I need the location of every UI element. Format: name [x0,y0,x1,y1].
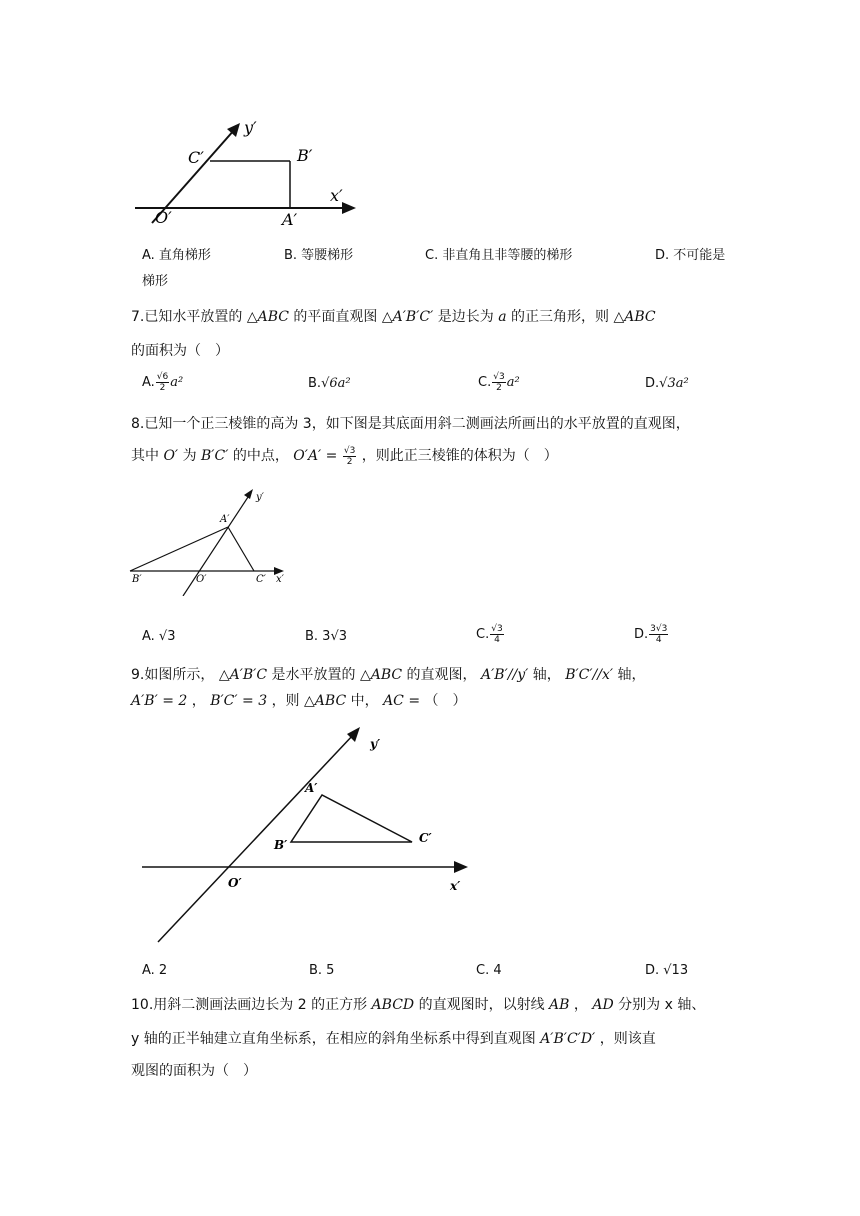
fig3-label-o: O′ [228,876,242,890]
fig1-label-c: C′ [188,148,204,167]
q7-option-b: B.√6a² [308,376,351,391]
fig1-label-x: x′ [330,186,343,205]
q9-line2: A′B′ = 2 ， B′C′ = 3 ，则 △ABC 中， AC = （ ） [131,693,467,709]
q7-option-a: A. $\frac{√6}{2}$ a² [142,372,184,393]
fig2-label-o: O′ [196,574,207,585]
fig3-label-y: y′ [370,737,381,751]
fig3-label-x: x′ [450,879,461,893]
q9-option-a: A. 2 [142,963,168,978]
q7-option-d: D.√3a² [645,376,689,391]
q7-line2: 的面积为（ ） [131,343,229,359]
q6-option-c: C. 非直角且非等腰的梯形 [425,248,573,263]
fig2-label-x: x′ [276,574,284,585]
fig1-label-y: y′ [244,118,257,137]
fig3-label-b: B′ [274,838,288,852]
fig1-label-a: A′ [282,210,298,229]
q6-option-a: A. 直角梯形 [142,248,211,263]
fig2-label-y: y′ [256,492,264,503]
q7-line1: 7.已知水平放置的 △ABC 的平面直观图 △A′B′C′ 是边长为 a 的正三角形，则 △ABC [131,309,656,325]
q8-option-d: D. $\frac{3√3}{4}$ [634,624,668,645]
fig3-label-a: A′ [305,781,318,795]
fig2-label-a: A′ [220,514,230,525]
figure-triangle-q8 [128,486,298,596]
q8-line1: 8.已知一个正三棱锥的高为 3，如下图是其底面用斜二测画法所画出的水平放置的直观图， [131,416,690,432]
fig1-label-b: B′ [297,146,313,165]
figure-trapezoid [130,115,360,230]
figure-triangle-q9 [130,722,480,947]
q9-line1: 9.如图所示， △A′B′C 是水平放置的 △ABC 的直观图， A′B′//y′ 轴， B′C′//x′ 轴， [131,667,646,683]
q9-option-c: C. 4 [476,963,502,978]
q8-option-a: A. √3 [142,629,176,644]
q6-option-b: B. 等腰梯形 [284,248,354,263]
q7-option-c: C. $\frac{√3}{2}$ a² [478,372,520,393]
fig2-label-b: B′ [132,574,142,585]
q10-line1: 10.用斜二测画法画边长为 2 的正方形 ABCD 的直观图时，以射线 AB ， AD 分别为 x 轴、 [131,997,706,1013]
q10-line2: y 轴的正半轴建立直角坐标系，在相应的斜角坐标系中得到直观图 A′B′C′D′ ，则该直 [131,1031,656,1047]
q8-line2: 其中 O′ 为 B′C′ 的中点， O′A′ = $\frac{√3}{2}$ ，则此正三棱锥的体积为（ ） [131,445,558,467]
q6-option-d-cont: 梯形 [142,274,169,289]
q10-line3: 观图的面积为（ ） [131,1063,257,1079]
fig2-label-c: C′ [256,574,266,585]
q6-option-d: D. 不可能是 [655,248,726,263]
q8-option-b: B. 3√3 [305,629,348,644]
fig3-label-c: C′ [419,831,432,845]
q9-option-d: D. √13 [645,963,689,978]
q8-option-c: C. $\frac{√3}{4}$ [476,624,503,645]
q9-option-b: B. 5 [309,963,335,978]
fig1-label-o: O′ [155,208,172,227]
